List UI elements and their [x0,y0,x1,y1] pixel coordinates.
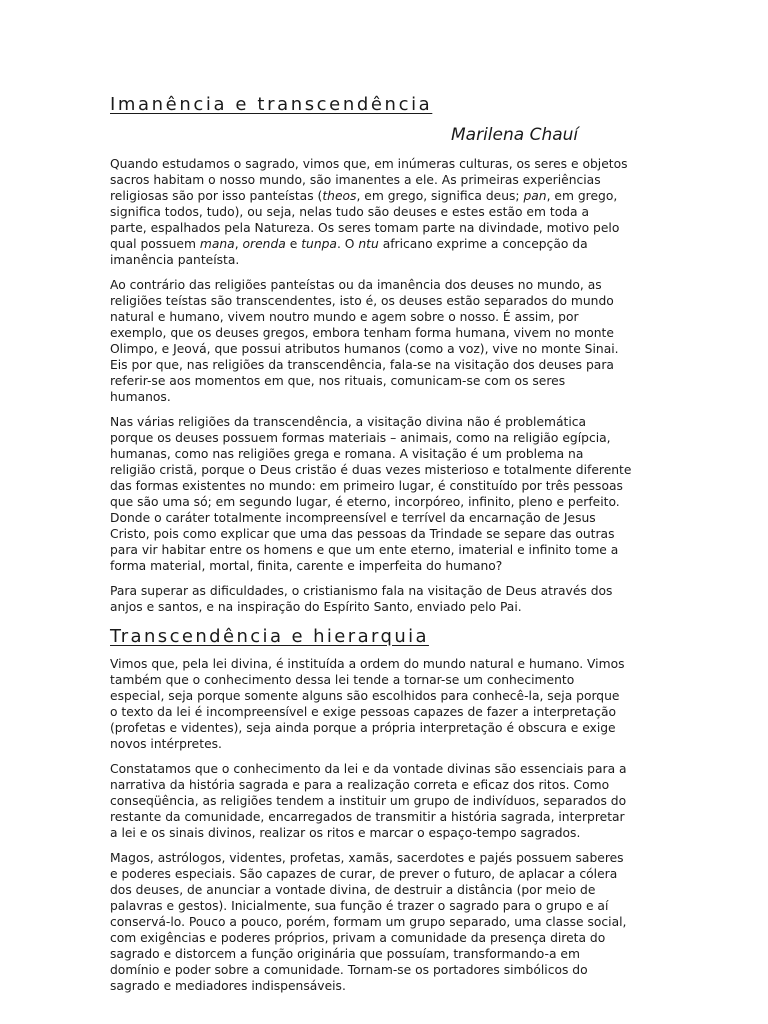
paragraph [110,583,665,615]
document-page [110,92,665,1003]
text-line: religião cristã, porque o Deus cristão é duas vezes misterioso e totalmente diferente [110,463,632,477]
text-line: que são uma só; em segundo lugar, é eterno, incorpóreo, infinito, pleno e perfeito. [110,495,620,509]
paragraph [110,414,665,574]
text-line: palavras e gestos). Inicialmente, sua função é trazer o sagrado para o grupo e aí [110,899,609,913]
text-line: Olimpo, e Jeová, que possui atributos humanos (como a voz), vive no monte Sinai. [110,342,619,356]
text-line: conseqüência, as religiões tendem a instituir um grupo de indivíduos, separados do [110,794,627,808]
document-title: Imanência e transcendência [110,94,433,115]
text-line: Magos, astrólogos, videntes, profetas, xamãs, sacerdotes e pajés possuem saberes [110,851,624,865]
text-line: com exigências e poderes próprios, privam a comunidade da presença direta do [110,931,606,945]
text-line: qual possuem mana, orenda e tunpa. O ntu africano exprime a concepção da [110,237,588,251]
text-line: Para superar as dificuldades, o cristianismo fala na visitação de Deus através dos [110,584,613,598]
text-line: e poderes especiais. São capazes de curar, de prever o futuro, de aplacar a cólera [110,867,618,881]
paragraph [110,156,665,268]
text-line: sagrado e mediadores indispensáveis. [110,979,346,993]
text-line: conservá-lo. Pouco a pouco, porém, formam um grupo separado, uma classe social, [110,915,627,929]
text-line: restante da comunidade, encarregados de transmitir a história sagrada, interpretar [110,810,625,824]
text-line: Quando estudamos o sagrado, vimos que, em inúmeras culturas, os seres e objetos [110,157,628,171]
text-line: exemplo, que os deuses gregos, embora tenham forma humana, vivem no monte [110,326,614,340]
paragraph [110,277,665,405]
text-line: humanas, como nas religiões grega e romana. A visitação é um problema na [110,447,584,461]
text-line: narrativa da história sagrada e para a realização correta e eficaz dos ritos. Como [110,778,610,792]
text-line: imanência panteísta. [110,253,240,267]
text-line: Donde o caráter totalmente incompreensível e terrível da encarnação de Jesus [110,511,596,525]
text-line: religiosas são por isso panteístas (theos, em grego, significa deus; pan, em grego, [110,189,618,203]
text-line: forma material, mortal, finita, carente e imperfeita do humano? [110,559,503,573]
paragraph [110,656,665,752]
text-line: para vir habitar entre os homens e que um ente eterno, imaterial e infinito tome a [110,543,619,557]
text-line: a lei e os sinais divinos, realizar os ritos e marcar o espaço-tempo sagrados. [110,826,581,840]
text-line: significa todos, tudo), ou seja, nelas tudo são deuses e estes estão em toda a [110,205,590,219]
text-line: novos intérpretes. [110,737,222,751]
paragraph [110,761,665,841]
text-line: especial, seja porque somente alguns são escolhidos para conhecê-la, seja porque [110,689,620,703]
section-heading-hierarquia: Transcendência e hierarquia [110,626,429,647]
text-line: Eis por que, nas religiões da transcendência, fala-se na visitação dos deuses para [110,358,614,372]
text-line: dos deuses, de anunciar a vontade divina, de destruir a distância (por meio de [110,883,596,897]
text-line: anjos e santos, e na inspiração do Espírito Santo, enviado pelo Pai. [110,600,522,614]
text-line: o texto da lei é incompreensível e exige pessoas capazes de fazer a interpretação [110,705,617,719]
text-line: humanos. [110,390,171,404]
text-line: natural e humano, vivem noutro mundo e agem sobre o nosso. É assim, por [110,310,579,324]
text-line: Vimos que, pela lei divina, é instituída a ordem do mundo natural e humano. Vimos [110,657,625,671]
section-imanencia [110,156,665,615]
text-line: Cristo, pois como explicar que uma das pessoas da Trindade se separe das outras [110,527,615,541]
text-line: sacros habitam o nosso mundo, são imanentes a ele. As primeiras experiências [110,173,601,187]
text-line: referir-se aos momentos em que, nos rituais, comunicam-se com os seres [110,374,566,388]
author-name: Marilena Chauí [451,125,579,145]
text-line: sagrado e distorcem a função originária que possuíam, transformando-a em [110,947,580,961]
text-line: Ao contrário das religiões panteístas ou da imanência dos deuses no mundo, as [110,278,602,292]
text-line: (profetas e videntes), seja ainda porque a própria interpretação é obscura e exige [110,721,616,735]
text-line: também que o conhecimento dessa lei tende a tornar-se um conhecimento [110,673,575,687]
text-line: Nas várias religiões da transcendência, a visitação divina não é problemática [110,415,587,429]
text-line: das formas existentes no mundo: em primeiro lugar, é constituído por três pessoas [110,479,623,493]
section-hierarquia [110,656,665,994]
text-line: parte, espalhados pela Natureza. Os seres tomam parte na divindade, motivo pelo [110,221,620,235]
paragraph [110,850,665,994]
text-line: porque os deuses possuem formas materiais – animais, como na religião egípcia, [110,431,611,445]
text-line: Constatamos que o conhecimento da lei e da vontade divinas são essenciais para a [110,762,627,776]
text-line: domínio e poder sobre a comunidade. Tornam-se os portadores simbólicos do [110,963,588,977]
text-line: religiões teístas são transcendentes, isto é, os deuses estão separados do mundo [110,294,614,308]
